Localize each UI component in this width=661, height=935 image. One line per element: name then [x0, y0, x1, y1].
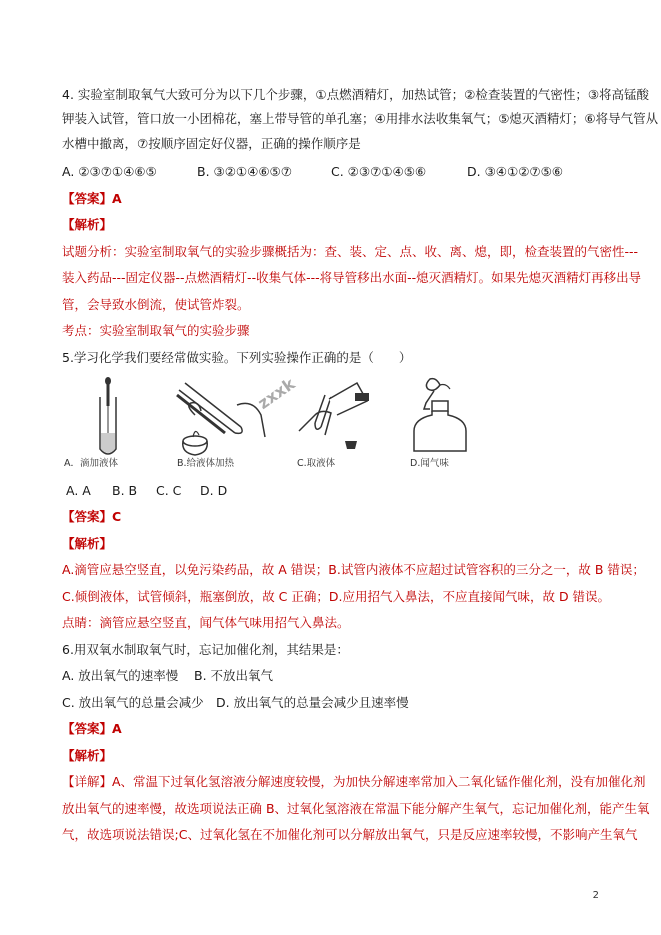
- figure-c: [285, 375, 390, 470]
- q5-option-b: B. B: [112, 483, 138, 498]
- figure-a-caption: A．滴加液体: [64, 458, 118, 469]
- q5-analysis-label: 【解析】: [62, 536, 113, 551]
- q6-option-c: C. 放出氧气的总量会减少: [62, 695, 204, 710]
- watermark: zxxk: [254, 374, 299, 413]
- q6-detail-line2: 放出氧气的速率慢，故选项说法正确 B、过氧化氢溶液在常温下能分解产生氧气，忘记加催化剂，能产生氧: [62, 801, 650, 816]
- q5-answer: 【答案】C: [62, 509, 122, 524]
- q6-detail-line1: 【详解】A、常温下过氧化氢溶液分解速度较慢，为加快分解速率常加入二氧化锰作催化剂，没有加催化剂: [62, 774, 646, 789]
- q4-analysis-label: 【解析】: [62, 217, 113, 232]
- q4-option-d: D. ③④①②⑦⑤⑥: [467, 164, 564, 179]
- q6-option-d: D. 放出氧气的总量会减少且速率慢: [216, 695, 409, 710]
- q6-analysis-label: 【解析】: [62, 748, 113, 763]
- q4-analysis-line2: 装入药品---固定仪器--点燃酒精灯--收集气体---将导管移出水面--熄灭酒精灯。如果先熄灭酒精灯再移出导: [62, 270, 642, 285]
- q5-dianjing: 点睛：滴管应悬空竖直，闻气体气味用招气入鼻法。: [62, 615, 350, 630]
- q4-stem-line1: 4. 实验室制取氧气大致可分为以下几个步骤，①点燃酒精灯，加热试管；②检查装置的气密性；③将高锰酸: [62, 87, 650, 102]
- figure-c-caption: C.取液体: [297, 458, 336, 469]
- q5-analysis-line1: A.滴管应悬空竖直，以免污染药品，故 A 错误；B.试管内液体不应超过试管容积的三分之一，故 B 错误；: [62, 562, 645, 577]
- q5-option-d: D. D: [200, 483, 228, 498]
- q6-stem: 6.用双氧水制取氧气时，忘记加催化剂，其结果是：: [62, 642, 349, 657]
- q4-option-a: A. ②③⑦①④⑥⑤: [62, 164, 157, 179]
- q4-analysis-line3: 管，会导致水倒流，使试管炸裂。: [62, 297, 250, 312]
- page-number: 2: [592, 890, 599, 901]
- q5-option-c: C. C: [156, 483, 182, 498]
- q4-option-b: B. ③②①④⑥⑤⑦: [197, 164, 292, 179]
- q4-analysis-line1: 试题分析：实验室制取氧气的实验步骤概括为：查、装、定、点、收、离、熄，即，检查装置的气密性---: [62, 244, 639, 259]
- q4-option-c: C. ②③⑦①④⑤⑥: [331, 164, 427, 179]
- q4-kaodian: 考点：实验室制取氧气的实验步骤: [62, 323, 250, 338]
- figure-b-caption: B.给液体加热: [177, 458, 235, 469]
- q6-options-ab: [62, 668, 601, 684]
- q5-options: [66, 483, 601, 499]
- q5-stem: 5.学习化学我们要经常做实验。下列实验操作正确的是（ ）: [62, 350, 412, 365]
- q6-answer: 【答案】A: [62, 721, 122, 736]
- figure-a: [60, 375, 155, 470]
- q4-options: [62, 164, 601, 180]
- q6-detail-line3: 气，故选项说法错误;C、过氧化氢在不加催化剂可以分解放出氧气，只是反应速率较慢，不影响产生氧气: [62, 827, 638, 842]
- figure-d-caption: D.闻气味: [410, 458, 449, 469]
- q6-option-a: A. 放出氧气的速率慢: [62, 668, 179, 683]
- q5-analysis-line2: C.倾倒液体，试管倾斜，瓶塞倒放，故 C 正确；D.应用招气入鼻法，不应直接闻气味，故 D 错误。: [62, 589, 611, 604]
- q4-stem-line2: 钾装入试管，管口放一小团棉花，塞上带导管的单孔塞；④用排水法收集氧气；⑤熄灭酒精灯；⑥将导气管从: [62, 111, 659, 126]
- figure-b: [165, 375, 275, 470]
- q5-option-a: A. A: [66, 483, 91, 498]
- q6-options-cd: [62, 695, 601, 711]
- q6-option-b: B. 不放出氧气: [194, 668, 274, 683]
- q4-stem-line3: 水槽中撤离，⑦按顺序固定好仪器，正确的操作顺序是: [62, 136, 361, 151]
- q4-answer: 【答案】A: [62, 191, 122, 206]
- figure-d: [400, 375, 480, 470]
